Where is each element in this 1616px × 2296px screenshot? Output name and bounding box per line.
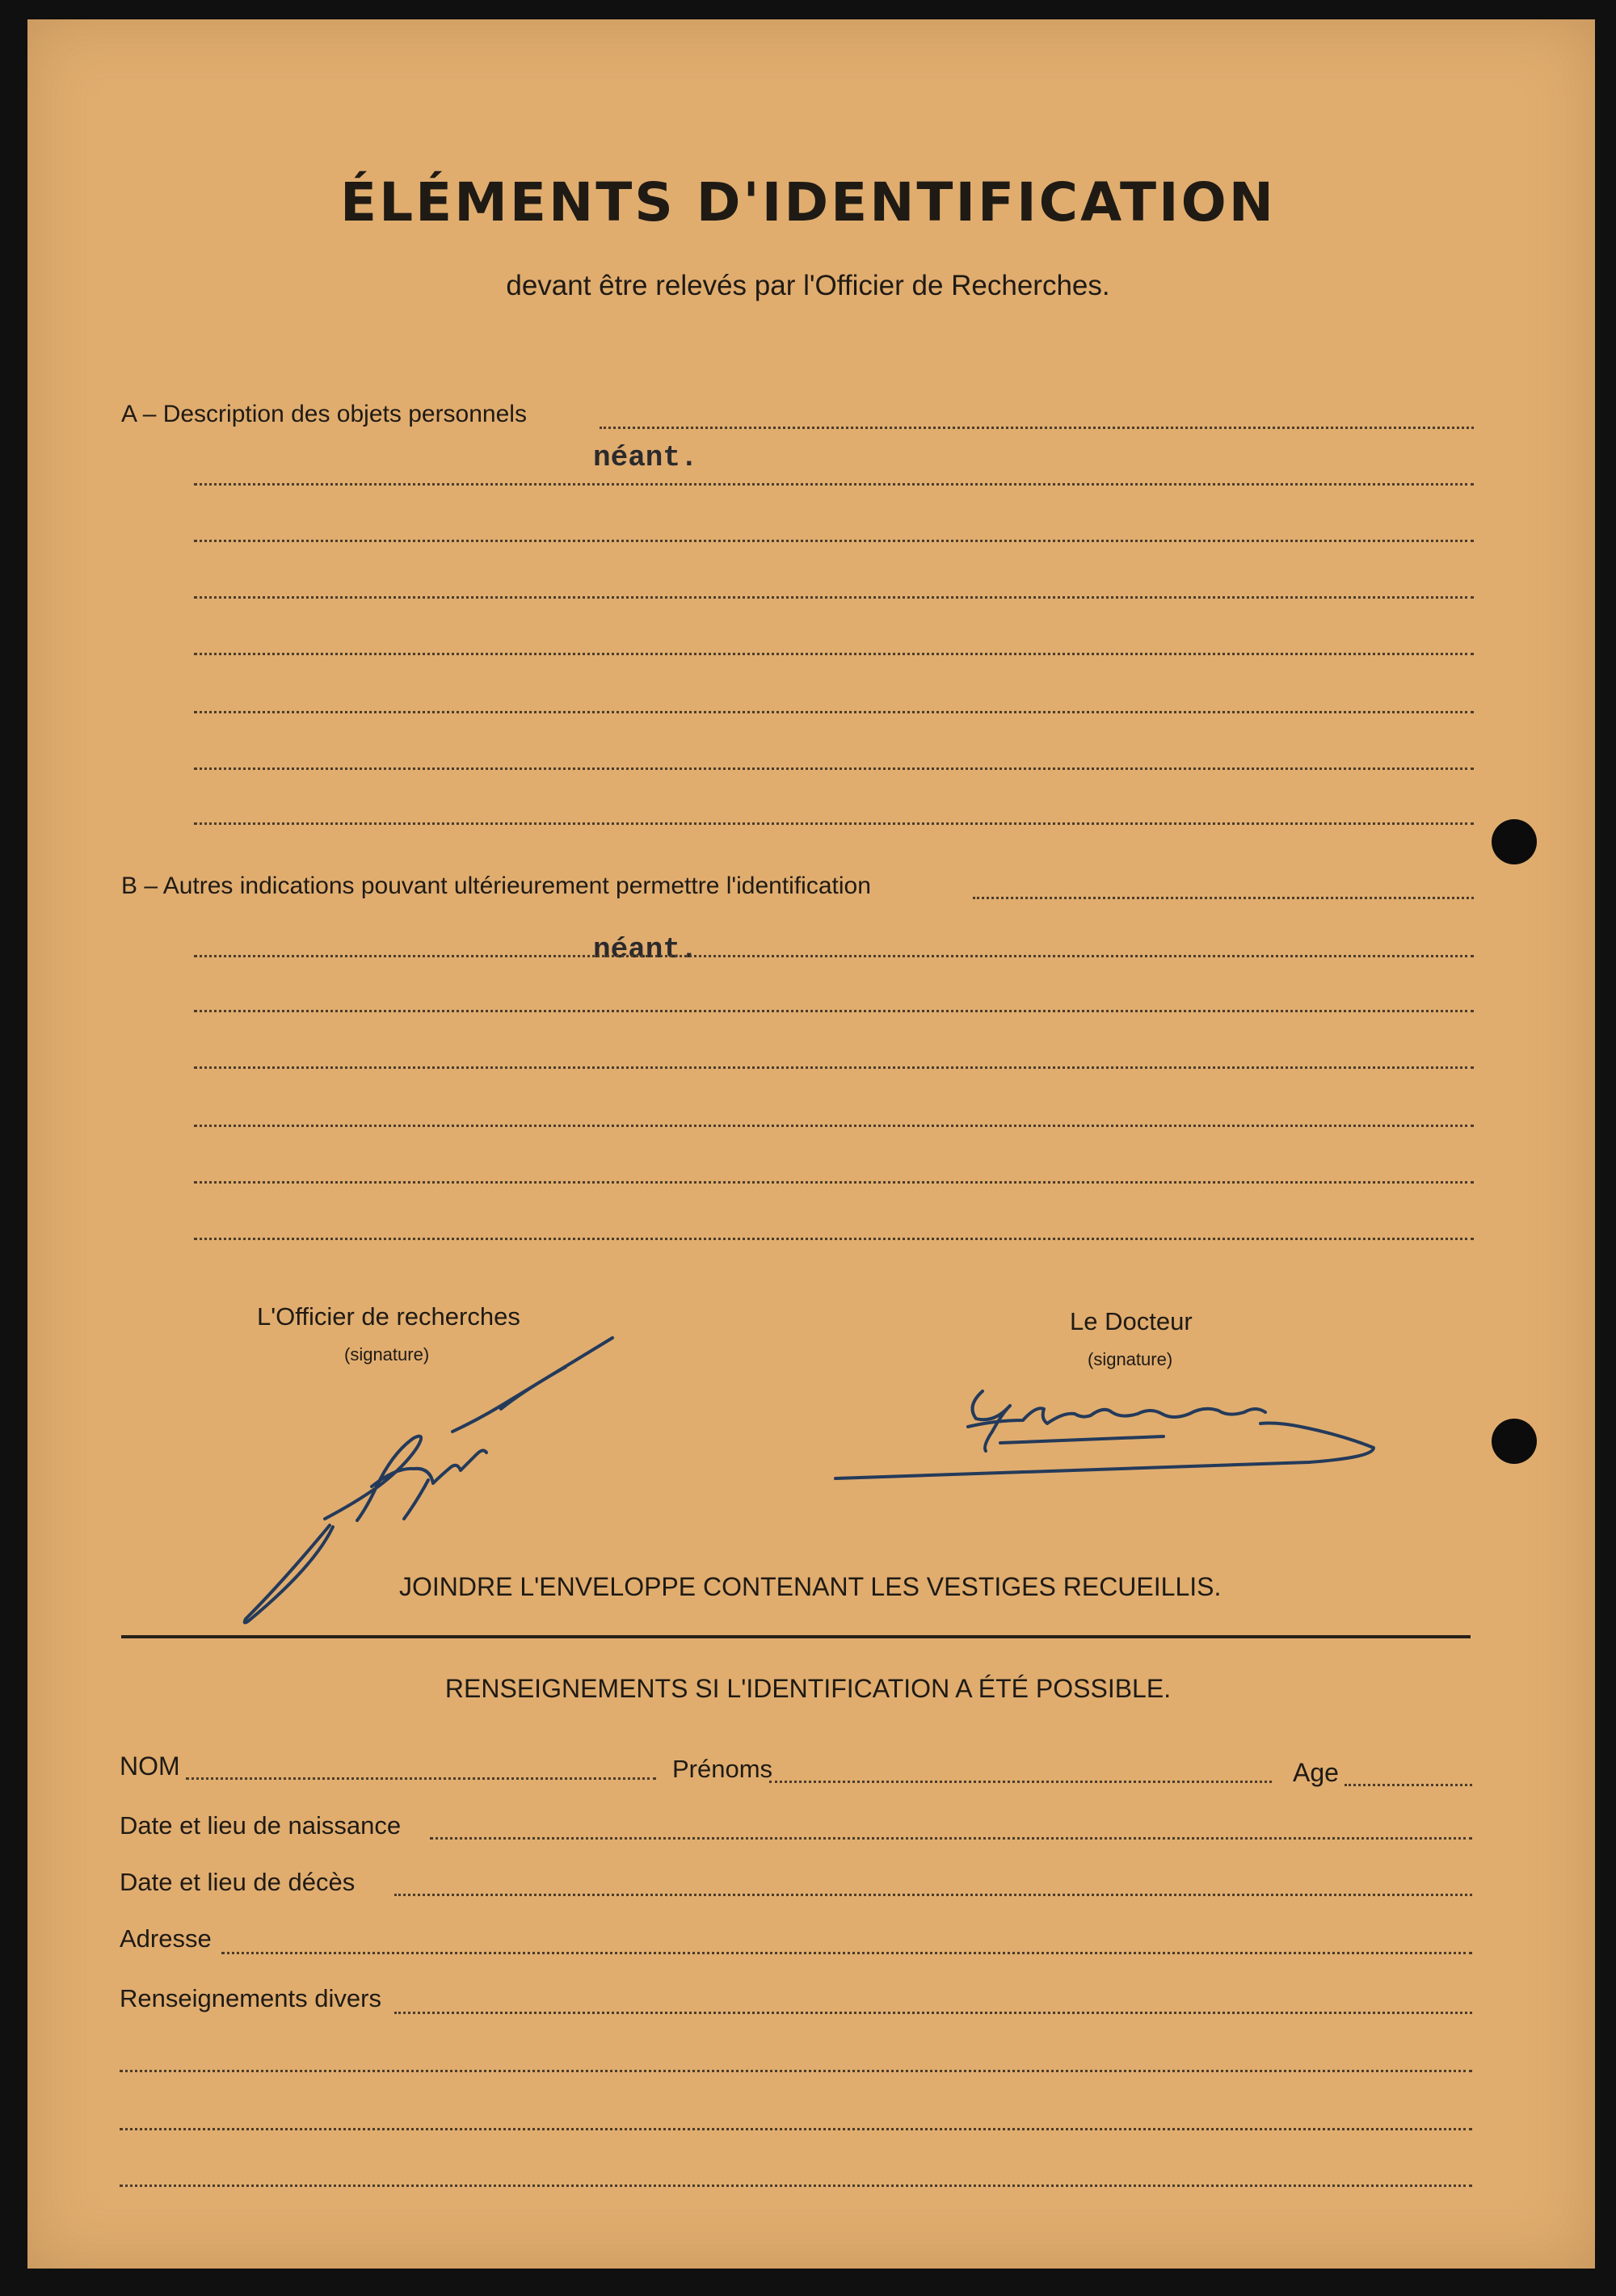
section-a-line (194, 596, 1474, 599)
divers-line (394, 2012, 1472, 2014)
adresse-line (221, 1952, 1472, 1954)
divers-line (120, 2070, 1472, 2072)
deces-label: Date et lieu de décès (120, 1868, 356, 1896)
section-a-typed-entry: néant. (593, 441, 698, 474)
section-a-line (194, 540, 1474, 542)
document-page (27, 19, 1595, 2269)
officer-signature-caption: (signature) (344, 1344, 430, 1365)
section-a-line (600, 427, 1474, 429)
section-b-line (194, 1238, 1474, 1240)
section-b-line (194, 1010, 1474, 1012)
naissance-line (430, 1837, 1472, 1840)
doctor-signature-caption: (signature) (1088, 1349, 1173, 1369)
age-line (1345, 1784, 1472, 1786)
section-b-line (194, 1125, 1474, 1127)
section-b-line (973, 897, 1474, 899)
section-a-line (194, 483, 1474, 486)
nom-line (186, 1777, 656, 1780)
adresse-label: Adresse (120, 1924, 212, 1953)
divers-line (120, 2128, 1472, 2130)
section-b-typed-entry: néant. (593, 933, 698, 966)
punch-hole (1492, 819, 1537, 864)
prenoms-label: Prénoms (672, 1755, 773, 1783)
officer-label: L'Officier de recherches (257, 1302, 520, 1331)
renseignements-heading: RENSEIGNEMENTS SI L'IDENTIFICATION A ÉTÉ POSSIBLE. (444, 1674, 1172, 1703)
envelope-instruction: JOINDRE L'ENVELOPPE CONTENANT LES VESTIGES RECUEILLIS. (399, 1572, 1222, 1601)
age-label: Age (1293, 1758, 1339, 1787)
doctor-label: Le Docteur (1070, 1307, 1193, 1335)
naissance-label: Date et lieu de naissance (120, 1811, 402, 1840)
section-b-line (194, 955, 1474, 957)
section-b-line (194, 1181, 1474, 1184)
section-b-line (194, 1066, 1474, 1069)
section-a-label: A – Description des objets personnels (121, 401, 527, 427)
form-subtitle: devant être relevés par l'Officier de Recherches. (506, 270, 1110, 301)
divers-label: Renseignements divers (120, 1984, 381, 2012)
form-title: ÉLÉMENTS D'IDENTIFICATION (340, 171, 1276, 233)
divers-line (120, 2185, 1472, 2187)
section-b-label: B – Autres indications pouvant ultérieurement permettre l'identification (121, 873, 871, 899)
doctor-handwritten-signature (824, 1373, 1390, 1495)
section-a-line (194, 767, 1474, 770)
section-a-line (194, 711, 1474, 713)
punch-hole (1492, 1419, 1537, 1464)
section-a-line (194, 822, 1474, 825)
prenoms-line (769, 1781, 1272, 1783)
section-a-line (194, 653, 1474, 655)
deces-line (394, 1894, 1472, 1896)
section-separator (121, 1635, 1471, 1638)
nom-label: NOM (120, 1751, 180, 1781)
